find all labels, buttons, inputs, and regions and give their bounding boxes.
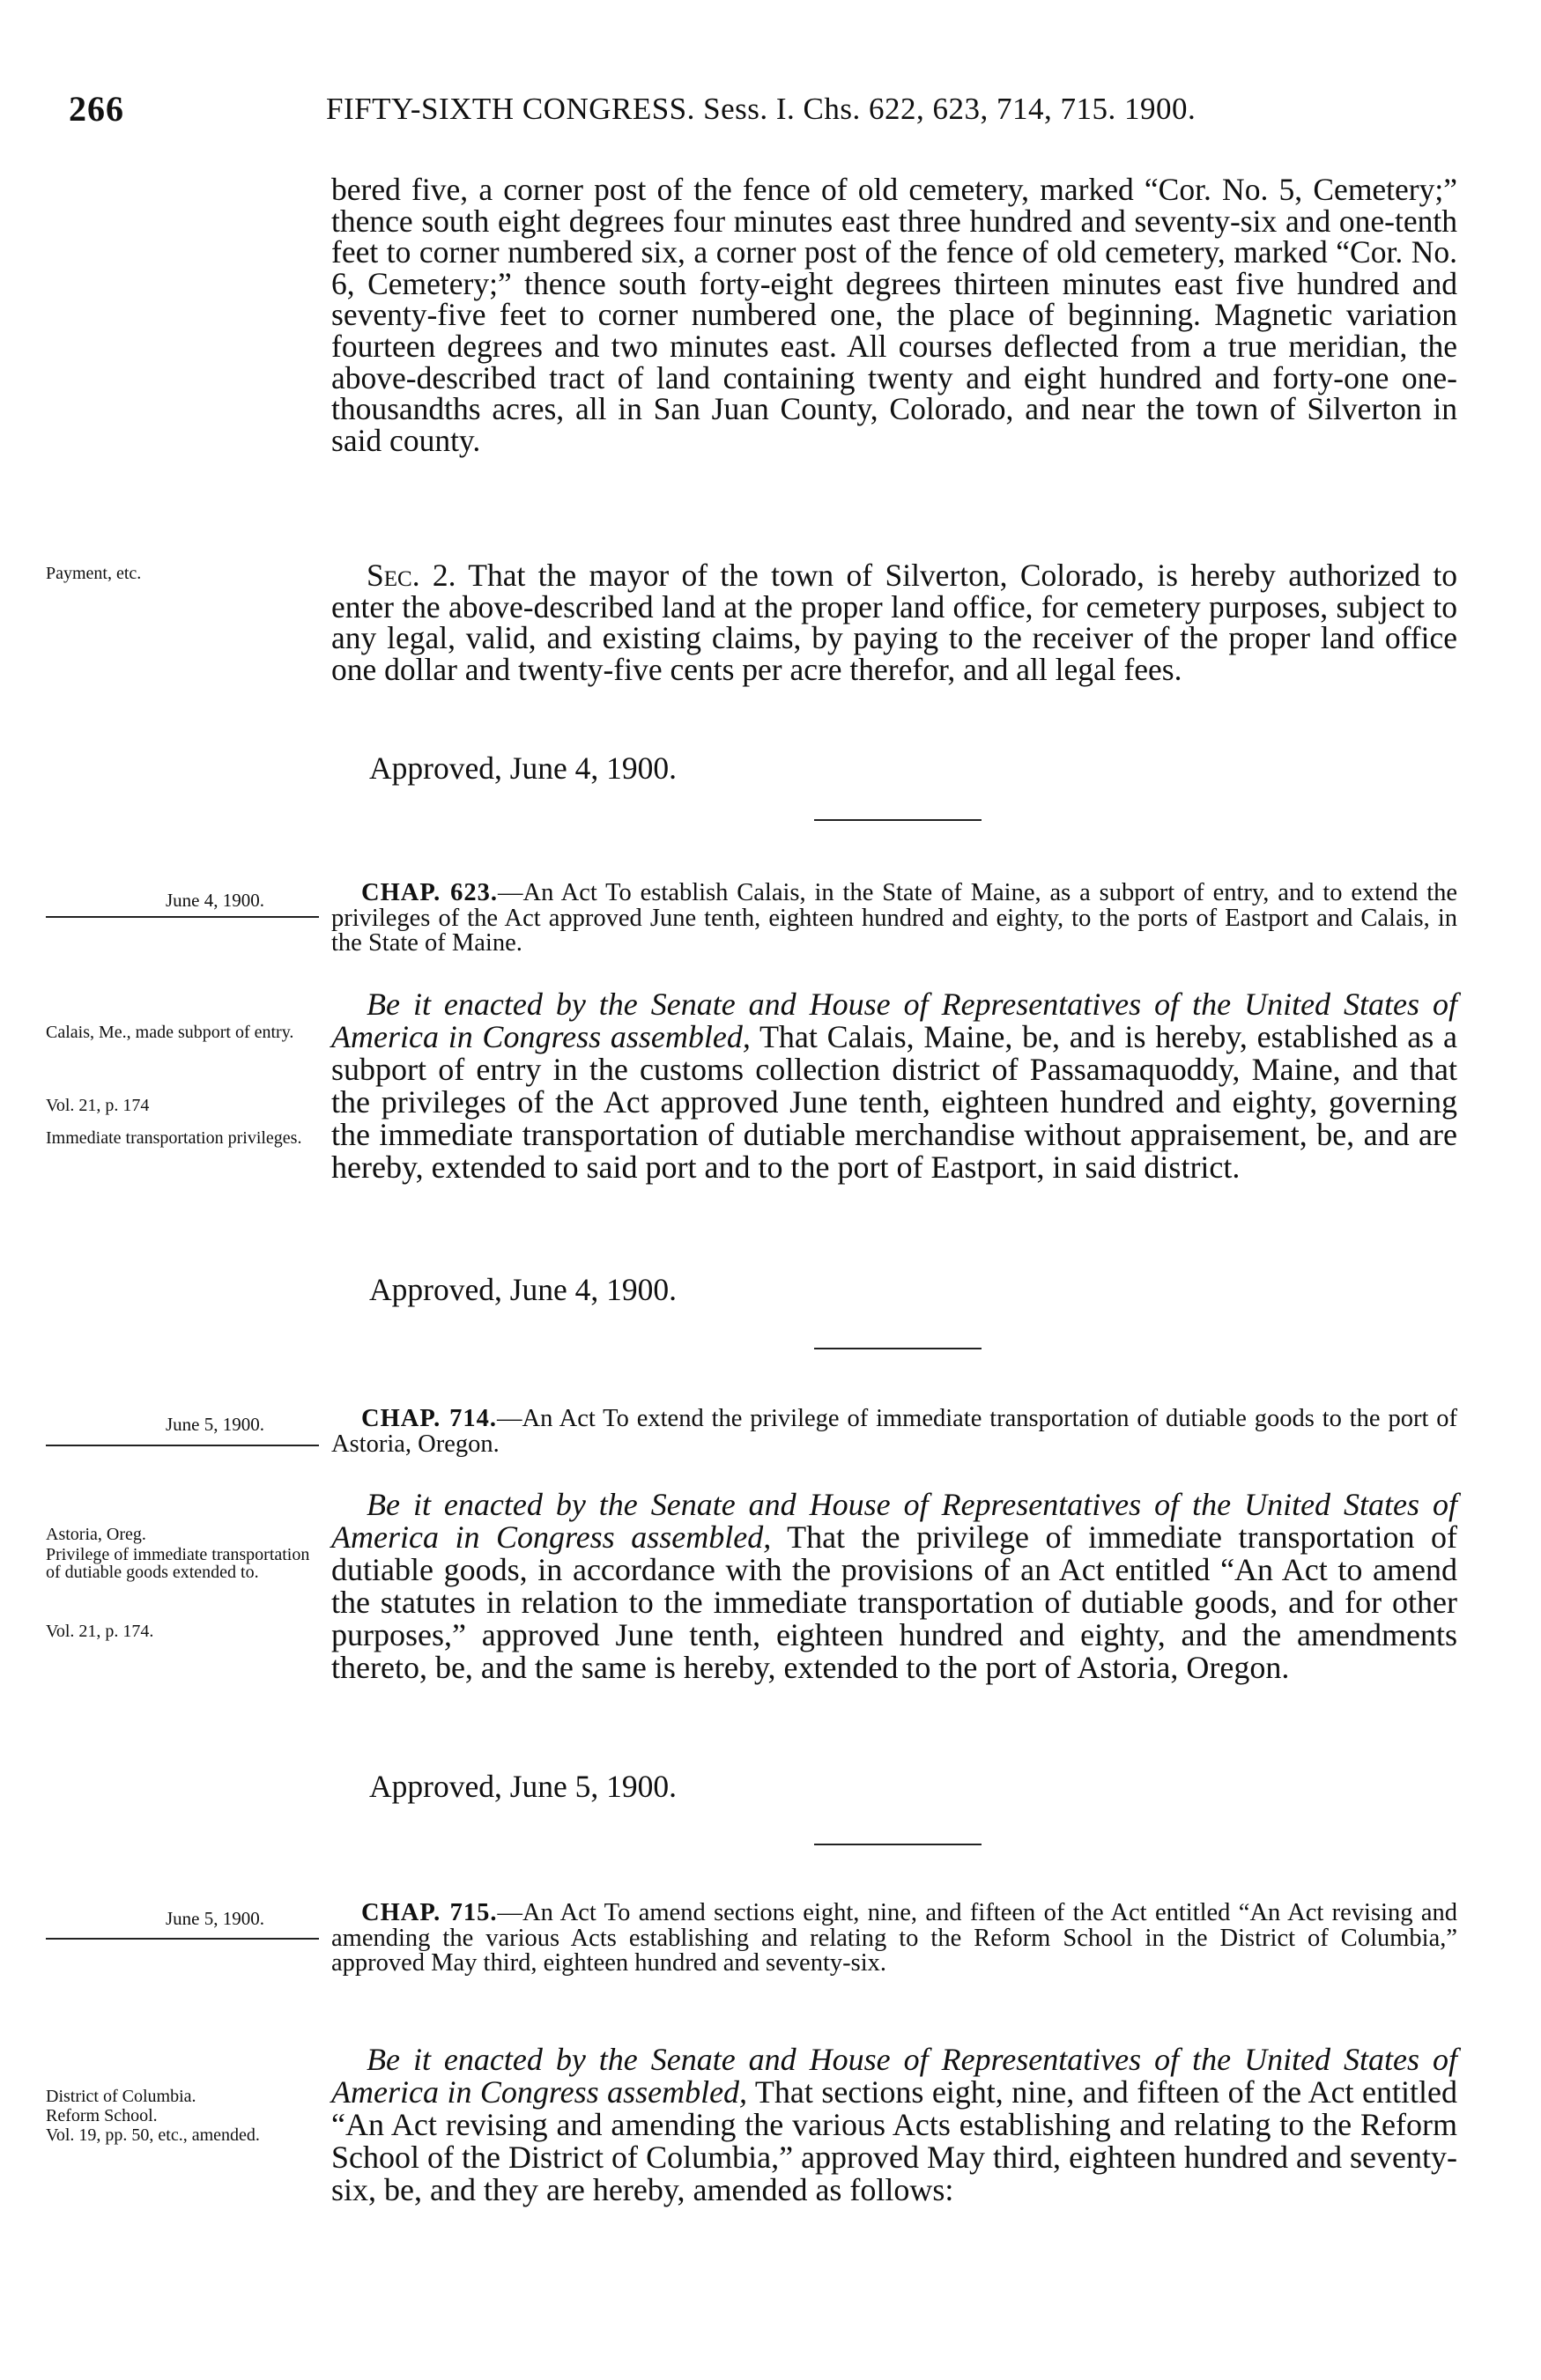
ch715-title-text: —An Act To amend sections eight, nine, and fifteen of the Act entitled “An Act revising and amending the various Acts establishing and relating to the Reform School in the District of Columbia,” approved May third, eighteen hundred and seventy-six. xyxy=(331,1899,1457,1977)
ch715-chap-number: CHAP. 715. xyxy=(361,1899,498,1926)
ch714-text: That the privilege of immediate transportation of dutiable goods, in accordance with the provisions of an Act entitled “An Act to amend the statutes in relation to the immediate transportation of dutiable goods, and for other purposes,” approved June tenth, eighteen hundred and eighty, and the amendments thereto, be, and the same is hereby, extended to the port of Astoria, Oregon. xyxy=(331,1519,1457,1685)
margin-note-payment: Payment, etc. xyxy=(46,564,142,583)
ch715-body xyxy=(331,2044,1457,2206)
ch715-text: That sections eight, nine, and fifteen of the Act entitled “An Act revising and amending the various Acts establishing and relating to the Reform School of the District of Columbia,” approved May third, eighteen hundred and seventy-six, be, and they are hereby, amended as follows: xyxy=(331,2074,1457,2207)
ch714-margin-vol: Vol. 21, p. 174. xyxy=(46,1622,154,1641)
running-head: FIFTY-SIXTH CONGRESS. Sess. I. Chs. 622, 623, 714, 715. 1900. xyxy=(326,92,1196,126)
ch622-section-2 xyxy=(331,560,1457,685)
ch623-date-rule xyxy=(46,916,319,918)
ch622-continuation-text: bered five, a corner post of the fence of old cemetery, marked “Cor. No. 5, Cemetery;” thence south eight degrees four minutes east three hundred and seventy-six and one-tenth feet to corner numbered six, a corner post of the fence of old cemetery, marked “Cor. No. 6, Cemetery;” thence south forty-eight degrees thirteen minutes east five hundred and seventy-five feet to corner numbered one, the place of beginning. Magnetic variation fourteen degrees and two minutes east. All courses deflected from a true meridian, the above-described tract of land containing twenty and eight hundred and forty-one one-thousandths acres, all in San Juan County, Colorado, and near the town of Silverton in said county. xyxy=(331,172,1457,458)
ch714-margin-privilege: Privilege of immediate transportation of dutiable goods extended to. xyxy=(46,1545,310,1582)
ch714-title xyxy=(331,1407,1457,1457)
ch714-date: June 5, 1900. xyxy=(166,1414,264,1435)
ch623-title xyxy=(331,881,1457,957)
section-divider xyxy=(814,819,982,821)
section-divider xyxy=(814,1348,982,1349)
ch623-margin-calais: Calais, Me., made subport of entry. xyxy=(46,1023,294,1042)
section-2-text: That the mayor of the town of Silverton, Colorado, is hereby authorized to enter the above-described land at the proper land office, for cemetery purposes, subject to any legal, valid, and existing claims, by paying to the receiver of the proper land office one dollar and twenty-five cents per acre therefor, and all legal fees. xyxy=(331,558,1458,687)
section-divider xyxy=(814,1844,982,1845)
section-2-label: Sec. 2. xyxy=(367,558,456,593)
ch623-text: That Calais, Maine, be, and is hereby, established as a subport of entry in the customs collection district of Passamaquoddy, Maine, and that the privileges of the Act approved June tenth, eighteen hundred and eighty, governing the immediate transportation of dutiable merchandise without appraisement, be, and are hereby, extended to said port and to the port of Eastport, in said district. xyxy=(331,1019,1457,1185)
ch715-title xyxy=(331,1901,1457,1977)
ch715-date: June 5, 1900. xyxy=(166,1908,264,1929)
ch715-margin-vol: Vol. 19, pp. 50, etc., amended. xyxy=(46,2125,260,2145)
page-header xyxy=(0,88,1541,141)
ch623-margin-vol: Vol. 21, p. 174 xyxy=(46,1096,150,1115)
ch714-chap-number: CHAP. 714. xyxy=(361,1405,498,1432)
ch715-margin-reform-school: Reform School. xyxy=(46,2106,158,2125)
ch623-enacting-clause: Be it enacted by the Senate and House of Representatives of the United States of America in Congress assembled, xyxy=(331,987,1457,1054)
ch623-date: June 4, 1900. xyxy=(166,890,264,911)
ch623-body xyxy=(331,988,1457,1184)
ch623-title-text: —An Act To establish Calais, in the State of Maine, as a subport of entry, and to extend the privileges of the Act approved June tenth, eighteen hundred and eighty, to the ports of Eastport and Calais, in the State of Maine. xyxy=(331,879,1458,957)
ch715-margin-dc: District of Columbia. xyxy=(46,2087,196,2106)
ch715-date-rule xyxy=(46,1938,319,1940)
ch714-enacting-clause: Be it enacted by the Senate and House of Representatives of the United States of America in Congress assembled, xyxy=(331,1487,1457,1555)
ch715-enacting-clause: Be it enacted by the Senate and House of Representatives of the United States of America in Congress assembled, xyxy=(331,2042,1457,2110)
ch714-body xyxy=(331,1489,1457,1684)
ch714-approved: Approved, June 5, 1900. xyxy=(369,1769,678,1804)
ch623-approved: Approved, June 4, 1900. xyxy=(369,1272,678,1307)
ch714-date-rule xyxy=(46,1445,319,1446)
ch714-margin-astoria: Astoria, Oreg. xyxy=(46,1525,146,1544)
ch623-margin-transport: Immediate transportation privileges. xyxy=(46,1128,302,1148)
ch714-title-text: —An Act To extend the privilege of immediate transportation of dutiable goods to the port of Astoria, Oregon. xyxy=(331,1405,1457,1458)
ch622-approved: Approved, June 4, 1900. xyxy=(369,750,678,786)
ch623-chap-number: CHAP. 623. xyxy=(361,879,498,906)
page-number: 266 xyxy=(69,89,124,129)
